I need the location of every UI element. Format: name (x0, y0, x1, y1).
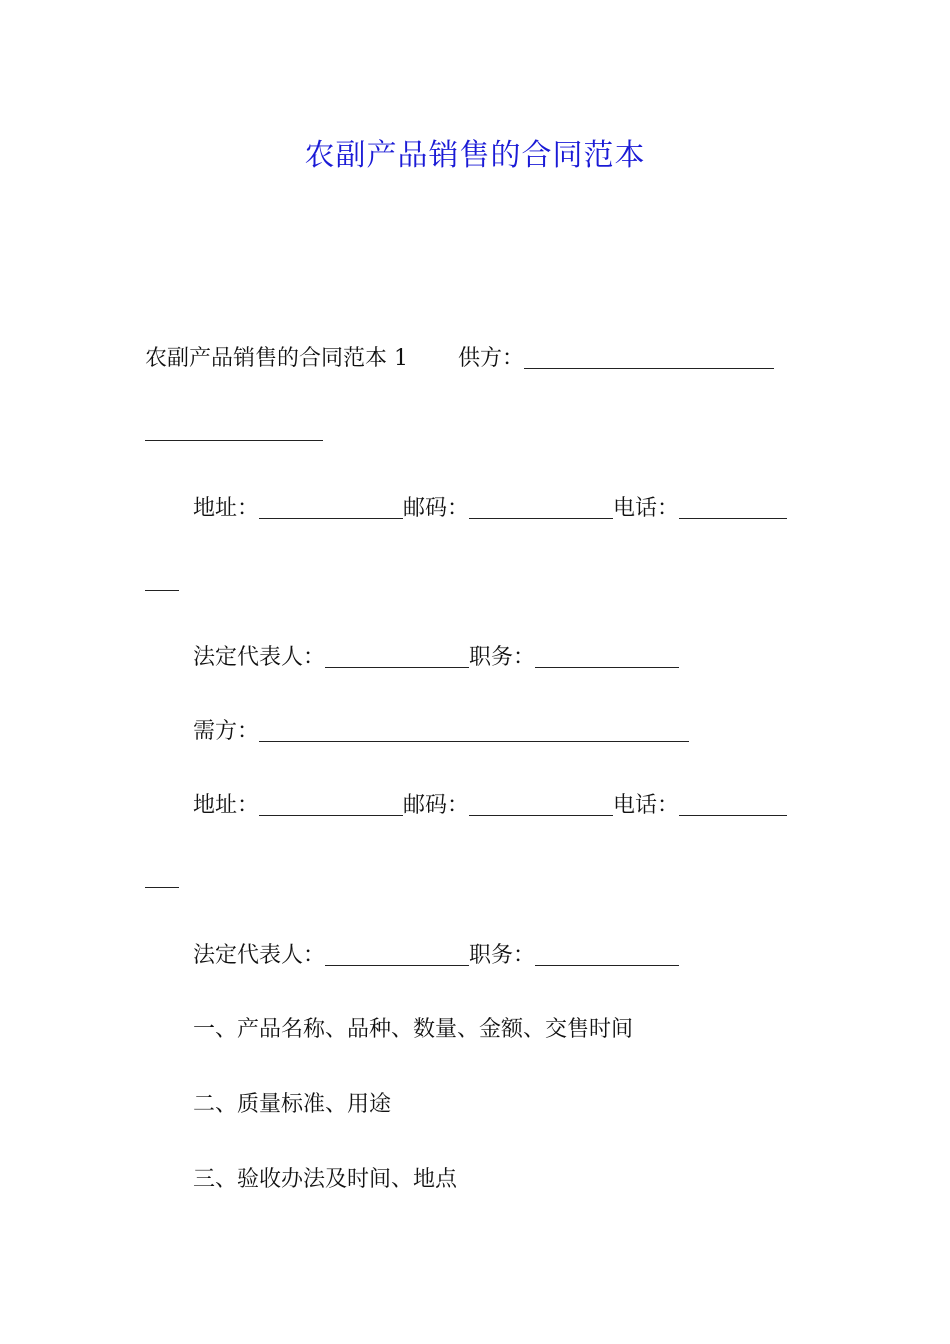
supplier-label: 供方： (458, 346, 525, 371)
buyer-line (193, 716, 689, 748)
buyer-blank (259, 719, 689, 742)
position-label: 职务： (469, 943, 536, 968)
address-blank (259, 793, 403, 816)
phone-blank-continued (145, 568, 179, 591)
document-title: 农副产品销售的合同范本 (304, 138, 646, 173)
legal-rep-blank (325, 645, 469, 668)
legal-rep-label: 法定代表人： (193, 943, 326, 968)
postcode-blank (469, 496, 613, 519)
buyer-rep-line (193, 940, 679, 972)
address-label: 地址： (193, 793, 260, 818)
postcode-label: 邮码： (403, 496, 470, 521)
section-1: 一、产品名称、品种、数量、金额、交售时间 (193, 1017, 634, 1042)
position-blank (535, 645, 679, 668)
supplier-phone-continuation (145, 565, 179, 597)
phone-label: 电话： (613, 496, 680, 521)
position-blank (535, 943, 679, 966)
section-2: 二、质量标准、用途 (193, 1092, 392, 1117)
phone-blank-continued (145, 865, 179, 888)
supplier-blank (524, 346, 774, 369)
buyer-label: 需方： (193, 719, 260, 744)
supplier-address-line (193, 493, 787, 525)
buyer-phone-continuation (145, 862, 179, 894)
heading-line (145, 343, 774, 375)
supplier-blank-continued (145, 418, 323, 441)
postcode-blank (469, 793, 613, 816)
supplier-rep-line (193, 642, 679, 674)
position-label: 职务： (469, 645, 536, 670)
buyer-address-line (193, 790, 787, 822)
contract-heading: 农副产品销售的合同范本 1 (145, 346, 408, 371)
phone-label: 电话： (613, 793, 680, 818)
address-label: 地址： (193, 496, 260, 521)
section-3: 三、验收办法及时间、地点 (193, 1167, 458, 1192)
phone-blank (679, 793, 787, 816)
legal-rep-label: 法定代表人： (193, 645, 326, 670)
legal-rep-blank (325, 943, 469, 966)
supplier-continuation (145, 415, 323, 447)
phone-blank (679, 496, 787, 519)
address-blank (259, 496, 403, 519)
postcode-label: 邮码： (403, 793, 470, 818)
